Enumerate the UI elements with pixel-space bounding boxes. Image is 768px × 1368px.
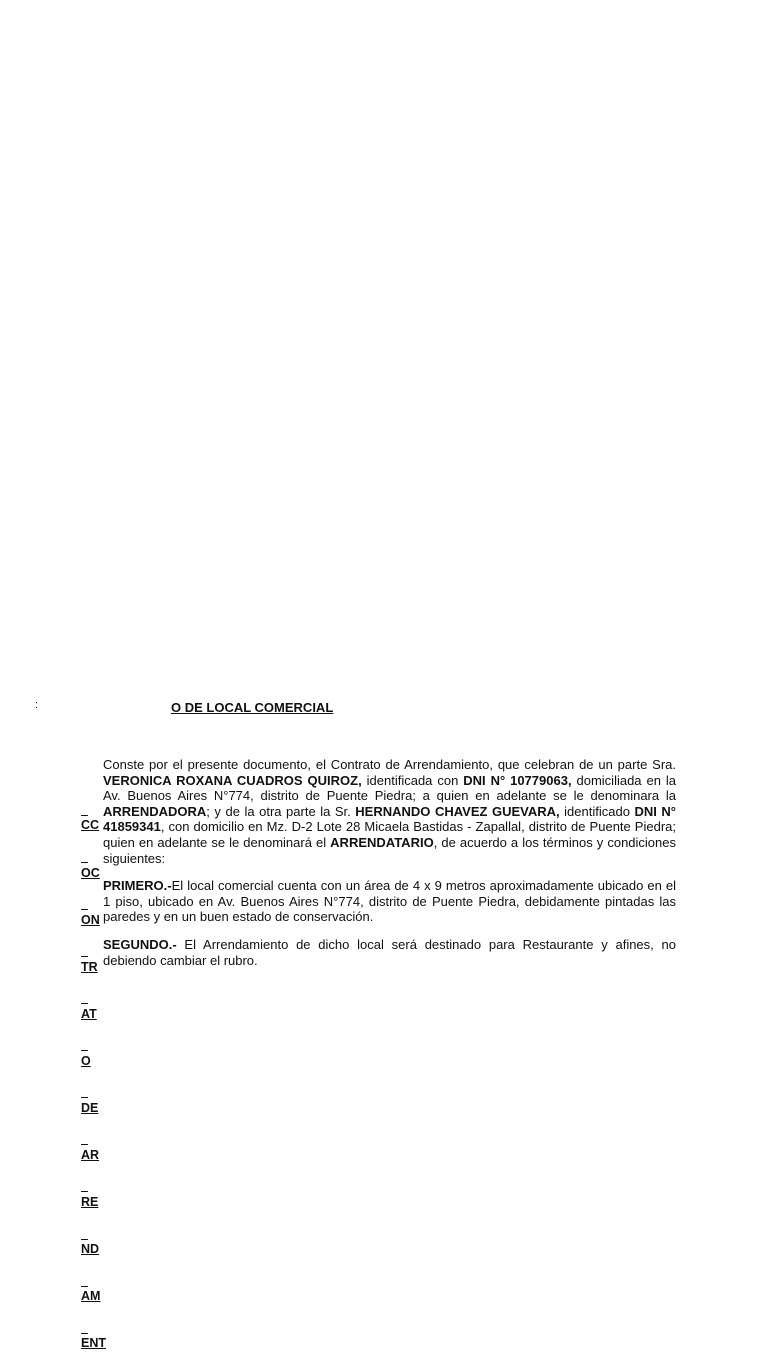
intro-text: , con domicilio en Mz. D-2 Lote 28 Micaela Bastidas - Zapallal, distrito de Puente Piedra; quien en adelante se le denominará el [103,819,676,850]
side-title-line: TR [81,959,98,974]
side-title-line: O [81,1053,91,1068]
intro-text: ; y de la otra parte la Sr. [206,803,356,819]
intro-text: Conste por el presente documento, el Contrato de Arrendamiento, que celebran de un parte Sra. [103,757,676,772]
arrendatario-dni: DNI N° 41859341 [103,803,676,835]
arrendatario-name: HERNANDO CHAVEZ GUEVARA, [355,803,560,819]
side-title-line: OC [81,865,100,880]
side-title-line: DE [81,1100,99,1115]
side-title-line: CC [81,818,100,833]
arrendadora-label: ARRENDADORA [103,803,207,819]
intro-text: domiciliada en la Av. Buenos Aires N°774, distrito de Puente Piedra; a quien en adelante se le denominara la [103,772,676,804]
colon-mark: : [35,699,39,711]
side-title-column [81,787,109,1368]
side-title-line: AR [81,1148,100,1163]
intro-text: identificado [559,803,635,819]
arrendadora-dni: DNI N° 10779063, [463,772,572,788]
clause-primero-text: El local comercial cuenta con un área de 4 x 9 metros aproximadamente ubicado en el 1 piso, ubicado en Av. Buenos Aires N°774, distrito de Puente Piedra, debidamente pintadas las paredes y en un buen estado de conservación. [103,878,676,925]
clause-primero [103,878,676,925]
clause-primero-label: PRIMERO.- [103,878,172,893]
side-title-line: ON [81,912,100,927]
clause-segundo-text: El Arrendamiento de dicho local será destinado para Restaurante y afines, no debiendo cambiar el rubro. [103,937,676,968]
intro-text: identificada con [361,772,464,788]
intro-paragraph [103,757,676,866]
side-title-line: ND [81,1242,100,1257]
side-title-line: ENT [81,1336,106,1351]
arrendatario-label: ARRENDATARIO [330,834,434,850]
side-title-line: RE [81,1195,99,1210]
side-title-line: AT [81,1006,97,1021]
document-title: O DE LOCAL COMERCIAL [171,700,334,715]
clause-segundo-label: SEGUNDO.- [103,937,177,952]
arrendadora-name: VERONICA ROXANA CUADROS QUIROZ, [103,772,362,788]
side-title-line: AM [81,1289,101,1304]
clause-segundo [103,937,676,968]
intro-text: , de acuerdo a los términos y condiciones siguientes: [103,834,676,866]
